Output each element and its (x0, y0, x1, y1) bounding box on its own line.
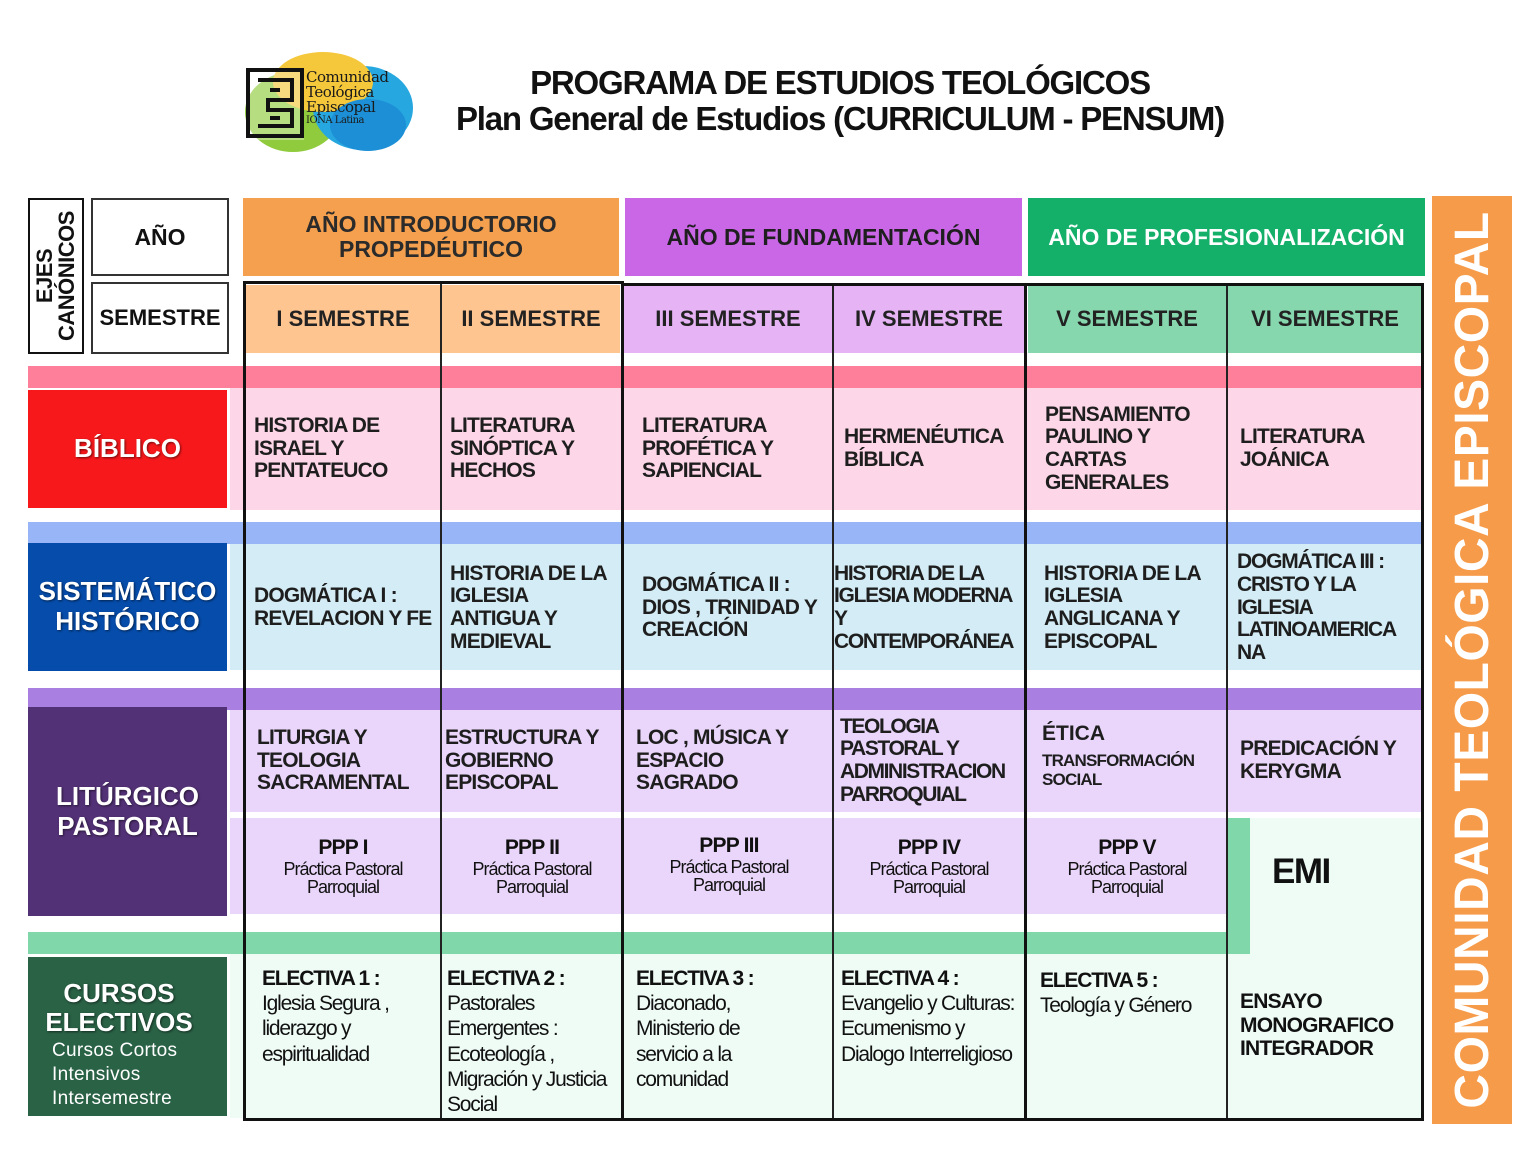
biblico-cell-4: HERMENÉUTICA BÍBLICA (844, 425, 1003, 471)
sistematico-cell-3: DOGMÁTICA II : DIOS , TRINIDAD Y CREACIÓN (642, 572, 817, 642)
semester-header-2: II SEMESTRE (442, 285, 620, 353)
logo-line-2: Teológica (306, 83, 374, 101)
biblico-cell-6: LITERATURA JOÁNICA (1240, 425, 1364, 471)
semester-header-1: I SEMESTRE (246, 285, 440, 353)
semester-header-3: III SEMESTRE (624, 285, 832, 353)
year-header-profesionalizacion: AÑO DE PROFESIONALIZACIÓN (1028, 198, 1425, 276)
semester-header-4: IV SEMESTRE (834, 285, 1024, 353)
sistematico-cell-1: DOGMÁTICA I : REVELACION Y FE (254, 584, 432, 630)
grid-border-year-1 (243, 281, 624, 1121)
etica-sub: TRANSFORMACIÓN SOCIAL (1042, 751, 1195, 789)
ensayo-cell: ENSAYO MONOGRAFICO INTEGRADOR (1240, 990, 1394, 1061)
vertical-banner (1432, 196, 1512, 1124)
semester-header-6: VI SEMESTRE (1228, 285, 1422, 353)
year-label: AÑO (91, 198, 229, 276)
ppp-title-3: PPP III (699, 833, 759, 857)
ppp-title-4: PPP IV (897, 835, 961, 859)
semester-header-5: V SEMESTRE (1028, 285, 1226, 353)
logo-line-3: Episcopal (306, 98, 376, 116)
year-header-fundamentacion: AÑO DE FUNDAMENTACIÓN (625, 198, 1022, 276)
axis-electivos-note-2: Intensivos (52, 1064, 141, 1085)
liturgico-cell-1: LITURGIA Y TEOLOGIA SACRAMENTAL (257, 725, 409, 795)
ppp-line1-4: Práctica Pastoral (869, 858, 989, 879)
ppp-line1-1: Práctica Pastoral (283, 858, 403, 879)
axis-sistematico: SISTEMÁTICO HISTÓRICO (28, 543, 227, 671)
etica-title: ÉTICA (1042, 722, 1105, 745)
axis-electivos-label: CURSOS ELECTIVOS (45, 978, 193, 1037)
emi-label: EMI (1272, 852, 1330, 891)
electiva-body-5: Teología y Género (1040, 994, 1192, 1018)
logo (238, 50, 413, 156)
page-title: PROGRAMA DE ESTUDIOS TEOLÓGICOS (530, 64, 1150, 101)
ppp-line1-3: Práctica Pastoral (669, 856, 789, 877)
ppp-line2-2: Parroquial (495, 876, 569, 897)
sistematico-cell-6: DOGMÁTICA III : CRISTO Y LA IGLESIA LATINOAMERICA NA (1237, 550, 1396, 664)
sistematico-cell-4: HISTORIA DE LA IGLESIA MODERNA Y CONTEMPORÁNEA (834, 561, 1014, 653)
ppp-line2-5: Parroquial (1090, 876, 1164, 897)
vertical-banner-text: COMUNIDAD TEOLÓGICA EPISCOPAL (1445, 211, 1499, 1109)
electiva-body-4: Evangelio y Culturas: Ecumenismo y Dialogo Interreligioso (841, 992, 1015, 1066)
sistematico-cell-2: HISTORIA DE LA IGLESIA ANTIGUA Y MEDIEVAL (450, 561, 607, 653)
ppp-line1-5: Práctica Pastoral (1067, 858, 1187, 879)
ppp-title-1: PPP I (318, 835, 368, 859)
semester-label: SEMESTRE (91, 282, 229, 354)
electiva-body-2: Pastorales Emergentes : Ecoteología , Migración y Justicia Social (447, 992, 607, 1116)
axis-electivos-note-1: Cursos Cortos (52, 1040, 178, 1061)
ppp-title-5: PPP V (1098, 835, 1156, 859)
electiva-body-1: Iglesia Segura , liderazgo y espiritualidad (262, 992, 389, 1066)
electiva-head-4: ELECTIVA 4 : (841, 967, 959, 990)
ppp-title-2: PPP II (504, 835, 560, 859)
biblico-cell-2: LITERATURA SINÓPTICA Y HECHOS (450, 413, 574, 483)
biblico-cell-5: PENSAMIENTO PAULINO Y CARTAS GENERALES (1045, 402, 1190, 494)
grid-border-year-3 (1024, 283, 1424, 1121)
ejes-canonicos-label: EJES CANÓNICOS (32, 211, 79, 341)
page-subtitle: Plan General de Estudios (CURRICULUM - PENSUM) (455, 100, 1225, 137)
ejes-canonicos-box (28, 198, 84, 354)
sistematico-cell-5: HISTORIA DE LA IGLESIA ANGLICANA Y EPISCOPAL (1044, 561, 1201, 653)
axis-biblico: BÍBLICO (28, 390, 227, 508)
electiva-head-5: ELECTIVA 5 : (1040, 969, 1158, 992)
logo-line-4: IONA Latina (306, 115, 365, 126)
liturgico-cell-2: ESTRUCTURA Y GOBIERNO EPISCOPAL (445, 725, 599, 795)
liturgico-cell-6: PREDICACIÓN Y KERYGMA (1240, 737, 1396, 783)
electiva-body-3: Diaconado, Ministerio de servicio a la comunidad (636, 992, 740, 1091)
electiva-head-2: ELECTIVA 2 : (447, 967, 565, 990)
grid-border-year-2 (621, 283, 1027, 1121)
logo-line-1: Comunidad (306, 68, 389, 86)
axis-liturgico: LITÚRGICO PASTORAL (28, 707, 227, 916)
ppp-line2-3: Parroquial (692, 874, 766, 895)
axis-electivos-note-3: Intersemestre (52, 1088, 173, 1109)
electiva-head-3: ELECTIVA 3 : (636, 967, 754, 990)
liturgico-cell-3: LOC , MÚSICA Y ESPACIO SAGRADO (636, 725, 788, 795)
axis-electivos (28, 957, 227, 1116)
year-header-introductorio: AÑO INTRODUCTORIO PROPEDÉUTICO (243, 198, 619, 276)
electiva-head-1: ELECTIVA 1 : (262, 967, 380, 990)
ppp-line1-2: Práctica Pastoral (472, 858, 592, 879)
ppp-line2-1: Parroquial (306, 876, 380, 897)
liturgico-cell-4: TEOLOGIA PASTORAL Y ADMINISTRACION PARROQUIAL (840, 714, 1005, 806)
biblico-cell-1: HISTORIA DE ISRAEL Y PENTATEUCO (254, 413, 388, 483)
biblico-cell-3: LITERATURA PROFÉTICA Y SAPIENCIAL (642, 413, 773, 483)
ppp-line2-4: Parroquial (892, 876, 966, 897)
